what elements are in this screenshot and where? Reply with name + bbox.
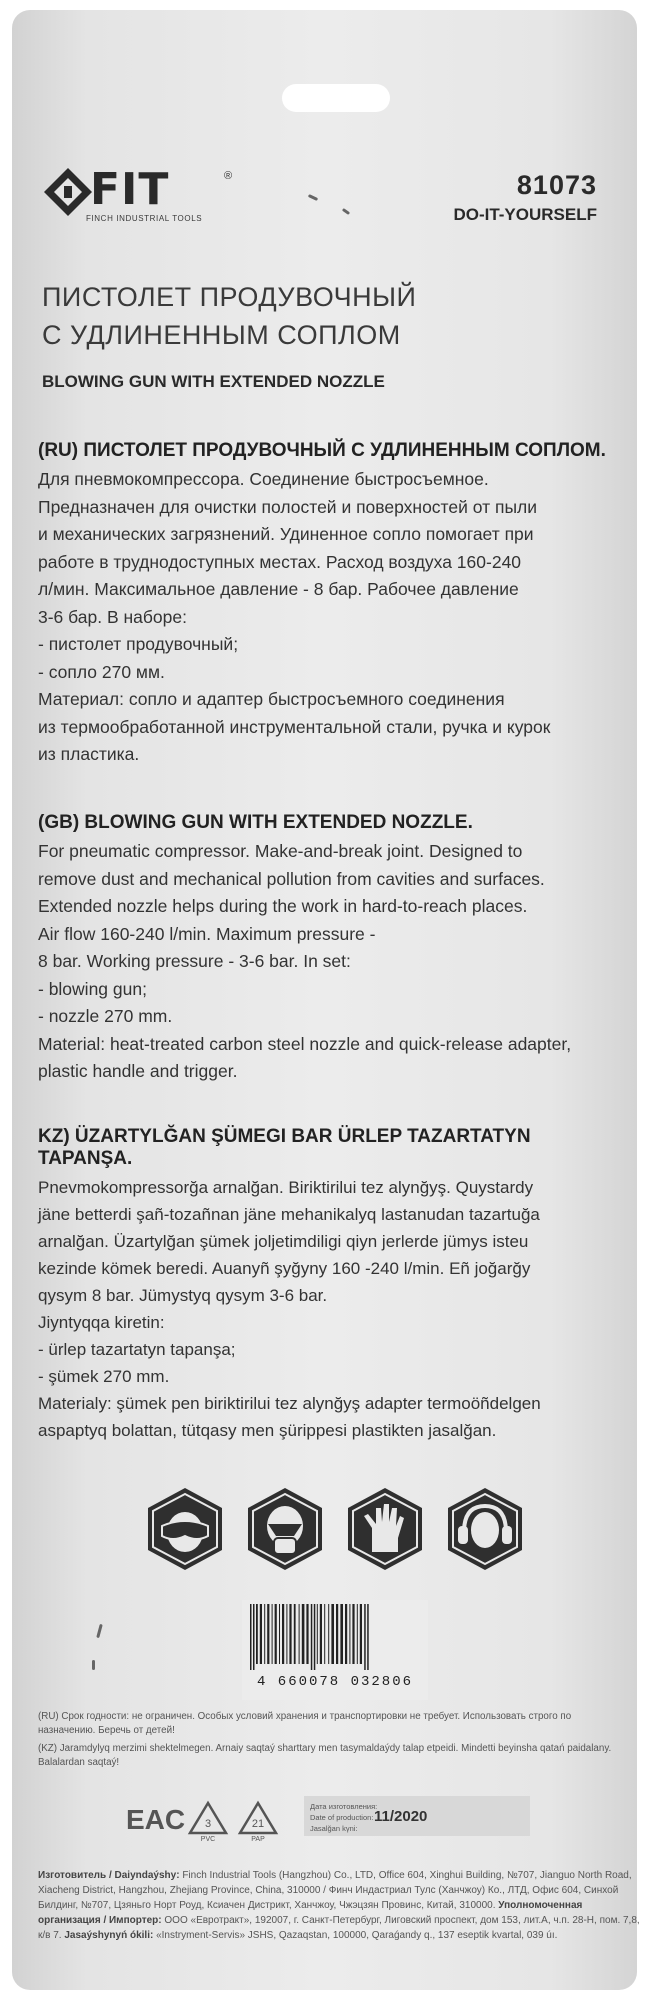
article-number: 81073 [516, 170, 597, 200]
barcode-bar [360, 1604, 362, 1664]
product-title-ru [42, 278, 602, 354]
text-line: из пластика. [38, 744, 140, 764]
barcode-bar [272, 1604, 273, 1664]
text-line: arnalğan. Üzartylğan şümek joljetimdiligi qiyn jerlerde jümys isteu [38, 1232, 529, 1251]
manufacturer-text: Finch Industrial Tools (Hangzhou) Co., LTD, Office 604, Xinghui Building, №707, Jianguo North Road, Xiacheng District, Hangzhou, Zhejiang Province, China, 310000 / Финч Индастриал Тулс (Ханчжоу) Ко., ЛТД, Офис 604, Синхой Билдинг, №707, Цзяньго Норт Роуд, Ксиачен Дистрикт, Ханчжоу, Чжэцзян Провинс, Китай, 310000. [38, 1870, 632, 1911]
text-line: kezinde kömek beredi. Auanyñ şyğyny 160 -240 l/min. Eñ joğarğy [38, 1259, 531, 1278]
barcode-bar [345, 1604, 347, 1664]
print-mark [308, 194, 318, 201]
recycle-pvc-number: 3 [204, 1818, 212, 1830]
barcode-bar [267, 1604, 269, 1664]
text-line: remove dust and mechanical pollution from cavities and surfaces. [38, 868, 545, 889]
description-ru [38, 440, 628, 769]
barcode-digits: 4 660078 032806 [256, 1674, 414, 1690]
production-date-box [304, 1796, 530, 1836]
barcode-bar [314, 1604, 316, 1670]
note-kz: (KZ) Jaramdylyq merzimi shektelmegen. Arnaiy saqtaý sharttary men tasymaldaýdy talap etpeidi. Mindetti beyinsha qatań paidalany. Balalardan saqtaý! [38, 1743, 612, 1768]
barcode-bars [242, 1600, 428, 1672]
barcode-bar [275, 1604, 277, 1664]
barcode-bar [317, 1604, 318, 1664]
recycle-pap-icon [240, 1803, 276, 1841]
text-line: и механических загрязнений. Удиненное сопло помогает при [38, 524, 534, 544]
recycle-pap-number: 21 [251, 1818, 265, 1830]
barcode-bar [336, 1604, 338, 1664]
recycle-pvc-code: PVC [200, 1836, 216, 1841]
text-line: - nozzle 270 mm. [38, 1006, 173, 1026]
text-line: aspaptyq bolattan, tütqasy men şürippesi plastikten jasalğan. [38, 1421, 497, 1440]
description-kz [38, 1126, 628, 1444]
section-heading-kz: KZ) ÜZARTYLĞAN ŞÜMEGI BAR ÜRLEP TAZARTATYN TAPANŞA. [38, 1126, 531, 1169]
production-date-labels [310, 1801, 377, 1834]
barcode-bar [324, 1604, 325, 1664]
production-label-ru: Дата изготовления: [310, 1802, 378, 1811]
barcode-bar [282, 1604, 284, 1664]
text-line: л/мин. Максимальное давление - 8 бар. Рабочее давление [38, 579, 519, 599]
text-line: Air flow 160-240 l/min. Maximum pressure - [38, 923, 376, 944]
barcode-bar [253, 1604, 255, 1670]
text-line: Предназначен для очистки полостей и поверхностей от пыли [38, 496, 538, 517]
barcode-bar [349, 1604, 350, 1664]
kz-representative-text: «Instryment-Servis» JSHS, Qazaqstan, 100000, Qaraǵandy q., 137 eseptik kvartal, 039 úı. [156, 1930, 558, 1941]
text-line: Pnevmokompressorğa arnalğan. Biriktirilui tez alynğyş. Quystardy [38, 1178, 534, 1197]
recycle-pvc-icon [190, 1803, 226, 1841]
barcode-bar [289, 1604, 291, 1664]
text-line: - пистолет продувочный; [38, 634, 239, 654]
text-line: - сопло 270 мм. [38, 661, 165, 682]
text-line: Material: heat-treated carbon steel nozzle and quick-release adapter, [38, 1033, 572, 1054]
text-line: - şümek 270 mm. [38, 1367, 170, 1386]
barcode-bar [256, 1604, 258, 1664]
barcode-bar [367, 1604, 369, 1670]
text-line: - blowing gun; [38, 978, 147, 999]
barcode [242, 1600, 428, 1700]
barcode-bar [260, 1604, 262, 1664]
text-line: - ürlep tazartatyn tapanşa; [38, 1340, 236, 1359]
barcode-bar [340, 1604, 343, 1664]
importer-label: Уполномоченная организация / Импортер: [38, 1900, 583, 1926]
barcode-bar [311, 1604, 313, 1670]
text-line: Для пневмокомпрессора. Соединение быстросъемное. [38, 469, 489, 489]
text-line: jäne betterdi şañ-tozañnan jäne mehanikalyq lastanudan tazartuğa [38, 1205, 540, 1224]
storage-notes [38, 1710, 630, 1774]
respirator-icon [242, 1486, 328, 1572]
barcode-bar [331, 1604, 334, 1664]
fit-diamond-icon [42, 166, 94, 218]
production-label-kz: Jasalğan kүni: [310, 1824, 358, 1833]
product-series: DO-IT-YOURSELF [453, 205, 597, 224]
barcode-bar [302, 1604, 305, 1664]
production-label-en: Date of production: [310, 1813, 374, 1822]
production-date: 11/2020 [374, 1808, 428, 1825]
print-mark [92, 1660, 95, 1670]
text-line: из термообработанной инструментальной стали, ручка и курок [38, 716, 551, 737]
logo-tagline: FINCH INDUSTRIAL TOOLS [86, 214, 203, 223]
goggles-icon [142, 1486, 228, 1572]
text-line: работе в труднодоступных местах. Расход воздуха 160-240 [38, 551, 522, 572]
barcode-bar [357, 1604, 358, 1664]
barcode-bar [279, 1604, 280, 1664]
text-line: plastic handle and trigger. [38, 1061, 238, 1081]
manufacturer-info [38, 1868, 640, 1943]
text-line: qysym 8 bar. Jümystyq qysym 3-6 bar. [38, 1286, 328, 1305]
article-block [453, 170, 597, 225]
product-title-en: BLOWING GUN WITH EXTENDED NOZZLE [42, 372, 385, 391]
barcode-bar [264, 1604, 265, 1664]
glove-icon [342, 1486, 428, 1572]
section-heading-gb: (GB) BLOWING GUN WITH EXTENDED NOZZLE. [38, 812, 473, 833]
marks-svg [122, 1795, 322, 1841]
text-line: Materialy: şümek pen biriktirilui tez alynğyş adapter termoöñdelgen [38, 1394, 541, 1413]
text-line: Материал: сопло и адаптер быстросъемного соединения [38, 689, 505, 709]
title-ru-line2: С УДЛИНЕННЫМ СОПЛОМ [42, 320, 401, 350]
barcode-bar [250, 1604, 252, 1670]
barcode-bar [328, 1604, 329, 1664]
barcode-bar [294, 1604, 296, 1664]
text-line: Extended nozzle helps during the work in hard-to-reach places. [38, 896, 528, 916]
packaging-card [12, 10, 640, 1990]
hang-slot [282, 84, 390, 112]
certification-marks [122, 1795, 322, 1845]
print-mark [342, 208, 350, 215]
kz-representative-label: Jasaýshynyń ókili: [64, 1930, 154, 1941]
title-ru-line1: ПИСТОЛЕТ ПРОДУВОЧНЫЙ [42, 282, 417, 312]
eac-mark: EAC [126, 1804, 186, 1835]
safety-icons [142, 1486, 532, 1576]
print-mark [96, 1624, 103, 1638]
text-line: 8 bar. Working pressure - 3-6 bar. In set: [38, 951, 351, 971]
logo-wordmark: FIT [90, 164, 170, 215]
ear-protection-icon [442, 1486, 528, 1572]
text-line: 3-6 бар. В наборе: [38, 606, 187, 627]
description-gb [38, 812, 628, 1086]
text-line: Jiyntyqqa kiretin: [38, 1313, 165, 1332]
barcode-bar [320, 1604, 322, 1664]
section-heading-ru: (RU) ПИСТОЛЕТ ПРОДУВОЧНЫЙ С УДЛИНЕННЫМ СОПЛОМ. [38, 440, 606, 461]
registered-mark: ® [224, 170, 233, 182]
barcode-bar [352, 1604, 354, 1664]
barcode-bar [286, 1604, 287, 1664]
barcode-bar [306, 1604, 308, 1664]
brand-logo [42, 164, 233, 226]
importer-text: ООО «Евротракт», 192007, г. Санкт-Петербург, Лиговский проспект, дом 153, лит.А, ч.п. 28-Н, пом. 7,8, к/в 7. [38, 1915, 640, 1941]
note-ru: (RU) Срок годности: не ограничен. Особых условий хранения и транспортировки не требует. Использовать строго по назначению. Беречь от детей! [38, 1711, 572, 1736]
manufacturer-label: Изготовитель / Daiyndaýshy: [38, 1870, 180, 1881]
recycle-pap-code: PAP [251, 1836, 265, 1841]
barcode-bar [364, 1604, 366, 1670]
text-line: For pneumatic compressor. Make-and-break joint. Designed to [38, 841, 523, 861]
barcode-bar [299, 1604, 300, 1664]
